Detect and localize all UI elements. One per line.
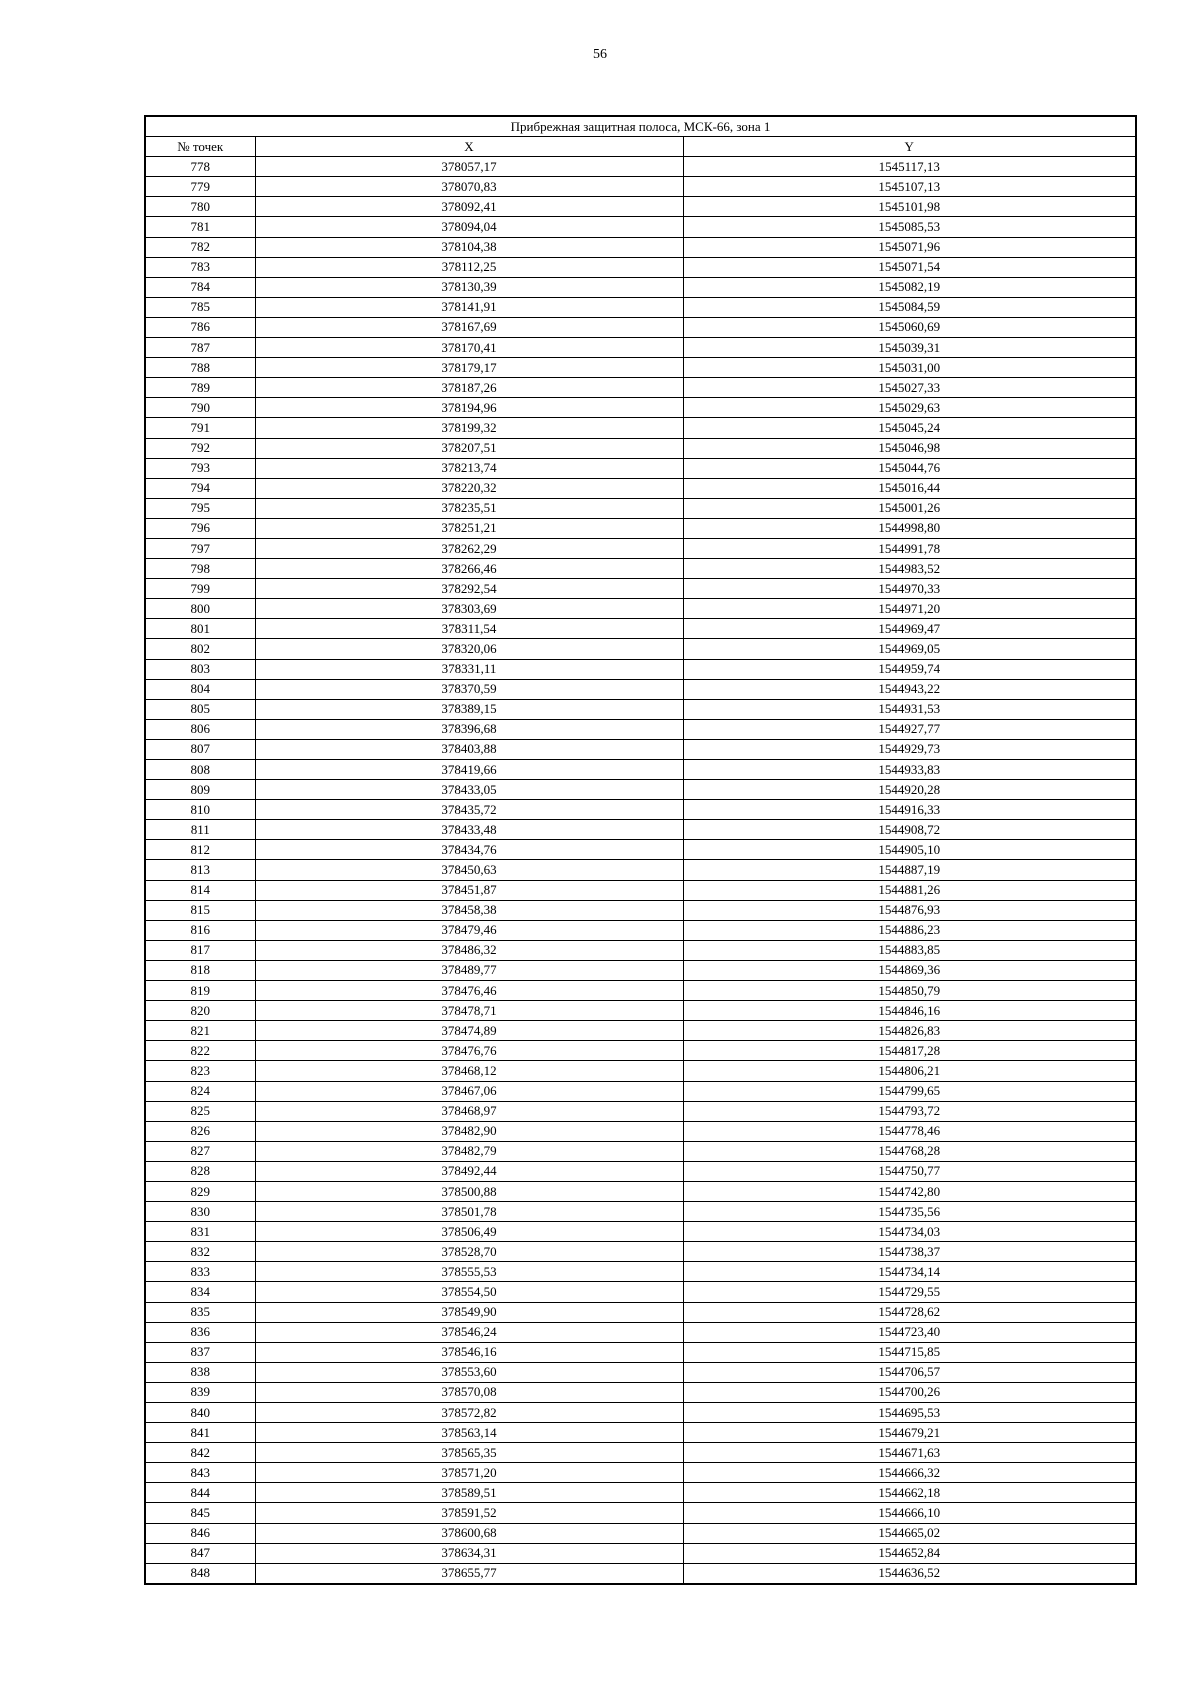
cell-y: 1544671,63 <box>683 1443 1136 1463</box>
cell-point-number: 840 <box>145 1403 255 1423</box>
table-row <box>145 1282 1136 1302</box>
cell-y: 1544665,02 <box>683 1523 1136 1543</box>
cell-x: 378130,39 <box>255 277 683 297</box>
table-row <box>145 559 1136 579</box>
table-row <box>145 1262 1136 1282</box>
table-row <box>145 1342 1136 1362</box>
cell-y: 1544933,83 <box>683 760 1136 780</box>
page-number: 56 <box>593 47 607 62</box>
cell-x: 378468,12 <box>255 1061 683 1081</box>
cell-point-number: 839 <box>145 1382 255 1402</box>
table-row <box>145 1181 1136 1201</box>
cell-point-number: 785 <box>145 297 255 317</box>
cell-y: 1545101,98 <box>683 197 1136 217</box>
cell-point-number: 841 <box>145 1423 255 1443</box>
table-row <box>145 699 1136 719</box>
cell-x: 378553,60 <box>255 1362 683 1382</box>
cell-y: 1544927,77 <box>683 719 1136 739</box>
column-header-point-number: № точек <box>145 137 255 157</box>
cell-y: 1545082,19 <box>683 277 1136 297</box>
cell-x: 378478,71 <box>255 1001 683 1021</box>
cell-x: 378549,90 <box>255 1302 683 1322</box>
table-row <box>145 277 1136 297</box>
table-row <box>145 478 1136 498</box>
cell-y: 1544887,19 <box>683 860 1136 880</box>
cell-y: 1544920,28 <box>683 780 1136 800</box>
table-row <box>145 1242 1136 1262</box>
cell-x: 378528,70 <box>255 1242 683 1262</box>
cell-x: 378141,91 <box>255 297 683 317</box>
table-row <box>145 1222 1136 1242</box>
cell-y: 1544931,53 <box>683 699 1136 719</box>
cell-y: 1544652,84 <box>683 1543 1136 1563</box>
cell-point-number: 780 <box>145 197 255 217</box>
cell-y: 1544799,65 <box>683 1081 1136 1101</box>
cell-x: 378433,48 <box>255 820 683 840</box>
cell-y: 1545039,31 <box>683 338 1136 358</box>
cell-x: 378451,87 <box>255 880 683 900</box>
cell-x: 378266,46 <box>255 559 683 579</box>
table-row <box>145 760 1136 780</box>
table-row <box>145 880 1136 900</box>
table-row <box>145 579 1136 599</box>
cell-y: 1544817,28 <box>683 1041 1136 1061</box>
table-row <box>145 358 1136 378</box>
table-row <box>145 820 1136 840</box>
cell-x: 378489,77 <box>255 960 683 980</box>
cell-point-number: 816 <box>145 920 255 940</box>
table-row <box>145 860 1136 880</box>
cell-y: 1545001,26 <box>683 498 1136 518</box>
table-row <box>145 538 1136 558</box>
cell-y: 1544846,16 <box>683 1001 1136 1021</box>
cell-point-number: 801 <box>145 619 255 639</box>
cell-point-number: 803 <box>145 659 255 679</box>
cell-y: 1544778,46 <box>683 1121 1136 1141</box>
cell-point-number: 825 <box>145 1101 255 1121</box>
cell-point-number: 827 <box>145 1141 255 1161</box>
cell-x: 378251,21 <box>255 518 683 538</box>
cell-x: 378468,97 <box>255 1101 683 1121</box>
cell-y: 1545071,54 <box>683 257 1136 277</box>
cell-y: 1544729,55 <box>683 1282 1136 1302</box>
cell-point-number: 834 <box>145 1282 255 1302</box>
cell-y: 1544706,57 <box>683 1362 1136 1382</box>
cell-point-number: 846 <box>145 1523 255 1543</box>
cell-point-number: 811 <box>145 820 255 840</box>
table-row <box>145 1483 1136 1503</box>
table-row <box>145 719 1136 739</box>
cell-point-number: 815 <box>145 900 255 920</box>
cell-point-number: 821 <box>145 1021 255 1041</box>
cell-point-number: 789 <box>145 378 255 398</box>
table-row <box>145 800 1136 820</box>
table-row <box>145 338 1136 358</box>
cell-x: 378303,69 <box>255 599 683 619</box>
table-row <box>145 1202 1136 1222</box>
cell-y: 1545117,13 <box>683 157 1136 177</box>
table-row <box>145 659 1136 679</box>
cell-y: 1544734,03 <box>683 1222 1136 1242</box>
cell-y: 1544983,52 <box>683 559 1136 579</box>
table-row <box>145 1362 1136 1382</box>
cell-point-number: 837 <box>145 1342 255 1362</box>
cell-point-number: 836 <box>145 1322 255 1342</box>
cell-y: 1544750,77 <box>683 1161 1136 1181</box>
cell-y: 1545016,44 <box>683 478 1136 498</box>
cell-y: 1544723,40 <box>683 1322 1136 1342</box>
table-row <box>145 257 1136 277</box>
cell-x: 378565,35 <box>255 1443 683 1463</box>
cell-point-number: 805 <box>145 699 255 719</box>
cell-point-number: 838 <box>145 1362 255 1382</box>
column-header-y: Y <box>683 137 1136 157</box>
cell-point-number: 822 <box>145 1041 255 1061</box>
cell-y: 1544768,28 <box>683 1141 1136 1161</box>
cell-y: 1545084,59 <box>683 297 1136 317</box>
cell-point-number: 802 <box>145 639 255 659</box>
cell-point-number: 796 <box>145 518 255 538</box>
cell-point-number: 808 <box>145 760 255 780</box>
cell-point-number: 830 <box>145 1202 255 1222</box>
cell-point-number: 809 <box>145 780 255 800</box>
cell-y: 1545060,69 <box>683 317 1136 337</box>
cell-y: 1544905,10 <box>683 840 1136 860</box>
table-row <box>145 739 1136 759</box>
cell-x: 378094,04 <box>255 217 683 237</box>
cell-x: 378292,54 <box>255 579 683 599</box>
cell-x: 378555,53 <box>255 1262 683 1282</box>
table-row <box>145 1021 1136 1041</box>
cell-y: 1544742,80 <box>683 1181 1136 1201</box>
table-row <box>145 780 1136 800</box>
cell-y: 1544883,85 <box>683 940 1136 960</box>
cell-y: 1544971,20 <box>683 599 1136 619</box>
cell-y: 1545085,53 <box>683 217 1136 237</box>
cell-point-number: 791 <box>145 418 255 438</box>
table-row <box>145 1382 1136 1402</box>
cell-point-number: 779 <box>145 177 255 197</box>
table-title: Прибрежная защитная полоса, МСК-66, зона 1 <box>145 116 1136 137</box>
cell-x: 378554,50 <box>255 1282 683 1302</box>
table-row <box>145 237 1136 257</box>
cell-y: 1544666,10 <box>683 1503 1136 1523</box>
cell-x: 378600,68 <box>255 1523 683 1543</box>
cell-x: 378506,49 <box>255 1222 683 1242</box>
cell-y: 1544793,72 <box>683 1101 1136 1121</box>
cell-point-number: 812 <box>145 840 255 860</box>
table-row <box>145 398 1136 418</box>
cell-point-number: 829 <box>145 1181 255 1201</box>
cell-x: 378572,82 <box>255 1403 683 1423</box>
cell-x: 378634,31 <box>255 1543 683 1563</box>
cell-x: 378435,72 <box>255 800 683 820</box>
cell-x: 378396,68 <box>255 719 683 739</box>
table-body <box>145 157 1136 1584</box>
cell-point-number: 848 <box>145 1563 255 1584</box>
cell-x: 378500,88 <box>255 1181 683 1201</box>
cell-x: 378311,54 <box>255 619 683 639</box>
cell-point-number: 807 <box>145 739 255 759</box>
table-row <box>145 920 1136 940</box>
cell-x: 378104,38 <box>255 237 683 257</box>
cell-x: 378187,26 <box>255 378 683 398</box>
table-row <box>145 317 1136 337</box>
cell-point-number: 792 <box>145 438 255 458</box>
cell-y: 1544881,26 <box>683 880 1136 900</box>
cell-x: 378570,08 <box>255 1382 683 1402</box>
cell-x: 378482,79 <box>255 1141 683 1161</box>
cell-y: 1545071,96 <box>683 237 1136 257</box>
table-row <box>145 518 1136 538</box>
cell-y: 1545027,33 <box>683 378 1136 398</box>
cell-x: 378476,46 <box>255 981 683 1001</box>
cell-point-number: 819 <box>145 981 255 1001</box>
cell-point-number: 786 <box>145 317 255 337</box>
cell-y: 1545045,24 <box>683 418 1136 438</box>
cell-x: 378563,14 <box>255 1423 683 1443</box>
cell-y: 1544886,23 <box>683 920 1136 940</box>
cell-point-number: 783 <box>145 257 255 277</box>
cell-x: 378194,96 <box>255 398 683 418</box>
table-row <box>145 960 1136 980</box>
cell-y: 1544734,14 <box>683 1262 1136 1282</box>
cell-y: 1544959,74 <box>683 659 1136 679</box>
cell-y: 1545029,63 <box>683 398 1136 418</box>
cell-y: 1544806,21 <box>683 1061 1136 1081</box>
table-row <box>145 1543 1136 1563</box>
table-header-row <box>145 137 1136 157</box>
column-header-x: X <box>255 137 683 157</box>
cell-point-number: 844 <box>145 1483 255 1503</box>
cell-point-number: 781 <box>145 217 255 237</box>
table-row <box>145 1141 1136 1161</box>
cell-y: 1544662,18 <box>683 1483 1136 1503</box>
cell-point-number: 782 <box>145 237 255 257</box>
cell-point-number: 820 <box>145 1001 255 1021</box>
cell-y: 1544728,62 <box>683 1302 1136 1322</box>
cell-x: 378057,17 <box>255 157 683 177</box>
cell-y: 1544826,83 <box>683 1021 1136 1041</box>
cell-point-number: 798 <box>145 559 255 579</box>
cell-y: 1544738,37 <box>683 1242 1136 1262</box>
table-row <box>145 1523 1136 1543</box>
cell-point-number: 790 <box>145 398 255 418</box>
cell-y: 1544715,85 <box>683 1342 1136 1362</box>
cell-point-number: 823 <box>145 1061 255 1081</box>
cell-point-number: 817 <box>145 940 255 960</box>
cell-y: 1544970,33 <box>683 579 1136 599</box>
coordinates-table <box>144 115 1137 1585</box>
cell-x: 378486,32 <box>255 940 683 960</box>
table-row <box>145 1443 1136 1463</box>
cell-y: 1544929,73 <box>683 739 1136 759</box>
cell-point-number: 787 <box>145 338 255 358</box>
table-row <box>145 1041 1136 1061</box>
cell-y: 1545044,76 <box>683 458 1136 478</box>
cell-y: 1545046,98 <box>683 438 1136 458</box>
cell-x: 378199,32 <box>255 418 683 438</box>
cell-point-number: 813 <box>145 860 255 880</box>
cell-point-number: 843 <box>145 1463 255 1483</box>
table-row <box>145 458 1136 478</box>
table-row <box>145 438 1136 458</box>
cell-x: 378501,78 <box>255 1202 683 1222</box>
cell-point-number: 806 <box>145 719 255 739</box>
table-row <box>145 1081 1136 1101</box>
cell-point-number: 793 <box>145 458 255 478</box>
cell-x: 378655,77 <box>255 1563 683 1584</box>
table-row <box>145 217 1136 237</box>
table-row <box>145 1101 1136 1121</box>
cell-x: 378482,90 <box>255 1121 683 1141</box>
cell-point-number: 826 <box>145 1121 255 1141</box>
cell-x: 378112,25 <box>255 257 683 277</box>
cell-x: 378467,06 <box>255 1081 683 1101</box>
cell-x: 378213,74 <box>255 458 683 478</box>
table-row <box>145 1302 1136 1322</box>
cell-x: 378170,41 <box>255 338 683 358</box>
cell-x: 378092,41 <box>255 197 683 217</box>
cell-x: 378403,88 <box>255 739 683 759</box>
cell-x: 378207,51 <box>255 438 683 458</box>
table-row <box>145 418 1136 438</box>
cell-x: 378492,44 <box>255 1161 683 1181</box>
cell-x: 378458,38 <box>255 900 683 920</box>
cell-point-number: 795 <box>145 498 255 518</box>
cell-y: 1544991,78 <box>683 538 1136 558</box>
cell-point-number: 842 <box>145 1443 255 1463</box>
cell-x: 378179,17 <box>255 358 683 378</box>
table-row <box>145 679 1136 699</box>
table-row <box>145 1403 1136 1423</box>
cell-point-number: 784 <box>145 277 255 297</box>
table-row <box>145 940 1136 960</box>
cell-point-number: 788 <box>145 358 255 378</box>
cell-point-number: 794 <box>145 478 255 498</box>
cell-point-number: 799 <box>145 579 255 599</box>
table-row <box>145 639 1136 659</box>
cell-y: 1544636,52 <box>683 1563 1136 1584</box>
table-row <box>145 1161 1136 1181</box>
cell-x: 378320,06 <box>255 639 683 659</box>
cell-x: 378476,76 <box>255 1041 683 1061</box>
table-row <box>145 378 1136 398</box>
cell-x: 378419,66 <box>255 760 683 780</box>
table-row <box>145 1503 1136 1523</box>
table-row <box>145 1563 1136 1584</box>
cell-y: 1544998,80 <box>683 518 1136 538</box>
table-row <box>145 900 1136 920</box>
cell-y: 1544908,72 <box>683 820 1136 840</box>
table-title-row <box>145 116 1136 137</box>
cell-y: 1544850,79 <box>683 981 1136 1001</box>
cell-y: 1544943,22 <box>683 679 1136 699</box>
table-row <box>145 498 1136 518</box>
cell-x: 378589,51 <box>255 1483 683 1503</box>
cell-x: 378235,51 <box>255 498 683 518</box>
table-row <box>145 297 1136 317</box>
table-row <box>145 840 1136 860</box>
cell-y: 1545107,13 <box>683 177 1136 197</box>
cell-point-number: 845 <box>145 1503 255 1523</box>
cell-point-number: 814 <box>145 880 255 900</box>
table-row <box>145 1121 1136 1141</box>
cell-point-number: 847 <box>145 1543 255 1563</box>
cell-point-number: 797 <box>145 538 255 558</box>
cell-x: 378070,83 <box>255 177 683 197</box>
cell-x: 378434,76 <box>255 840 683 860</box>
cell-x: 378167,69 <box>255 317 683 337</box>
cell-x: 378450,63 <box>255 860 683 880</box>
table-row <box>145 1463 1136 1483</box>
cell-point-number: 804 <box>145 679 255 699</box>
cell-x: 378546,24 <box>255 1322 683 1342</box>
cell-x: 378474,89 <box>255 1021 683 1041</box>
cell-point-number: 832 <box>145 1242 255 1262</box>
table-row <box>145 599 1136 619</box>
cell-y: 1544679,21 <box>683 1423 1136 1443</box>
cell-y: 1544969,47 <box>683 619 1136 639</box>
cell-y: 1544666,32 <box>683 1463 1136 1483</box>
cell-point-number: 828 <box>145 1161 255 1181</box>
cell-x: 378571,20 <box>255 1463 683 1483</box>
cell-x: 378331,11 <box>255 659 683 679</box>
cell-point-number: 831 <box>145 1222 255 1242</box>
cell-y: 1544916,33 <box>683 800 1136 820</box>
cell-y: 1544876,93 <box>683 900 1136 920</box>
table-row <box>145 981 1136 1001</box>
cell-x: 378433,05 <box>255 780 683 800</box>
cell-point-number: 800 <box>145 599 255 619</box>
cell-x: 378479,46 <box>255 920 683 940</box>
cell-point-number: 818 <box>145 960 255 980</box>
table-row <box>145 619 1136 639</box>
cell-point-number: 810 <box>145 800 255 820</box>
cell-x: 378220,32 <box>255 478 683 498</box>
cell-y: 1544969,05 <box>683 639 1136 659</box>
cell-y: 1545031,00 <box>683 358 1136 378</box>
table-row <box>145 1322 1136 1342</box>
cell-x: 378546,16 <box>255 1342 683 1362</box>
cell-x: 378262,29 <box>255 538 683 558</box>
cell-point-number: 833 <box>145 1262 255 1282</box>
cell-x: 378591,52 <box>255 1503 683 1523</box>
cell-x: 378389,15 <box>255 699 683 719</box>
table-row <box>145 157 1136 177</box>
table-row <box>145 177 1136 197</box>
cell-y: 1544869,36 <box>683 960 1136 980</box>
cell-y: 1544735,56 <box>683 1202 1136 1222</box>
cell-y: 1544695,53 <box>683 1403 1136 1423</box>
cell-point-number: 824 <box>145 1081 255 1101</box>
table-row <box>145 1061 1136 1081</box>
cell-y: 1544700,26 <box>683 1382 1136 1402</box>
table-row <box>145 1001 1136 1021</box>
table-row <box>145 1423 1136 1443</box>
cell-point-number: 778 <box>145 157 255 177</box>
cell-x: 378370,59 <box>255 679 683 699</box>
cell-point-number: 835 <box>145 1302 255 1322</box>
table-row <box>145 197 1136 217</box>
